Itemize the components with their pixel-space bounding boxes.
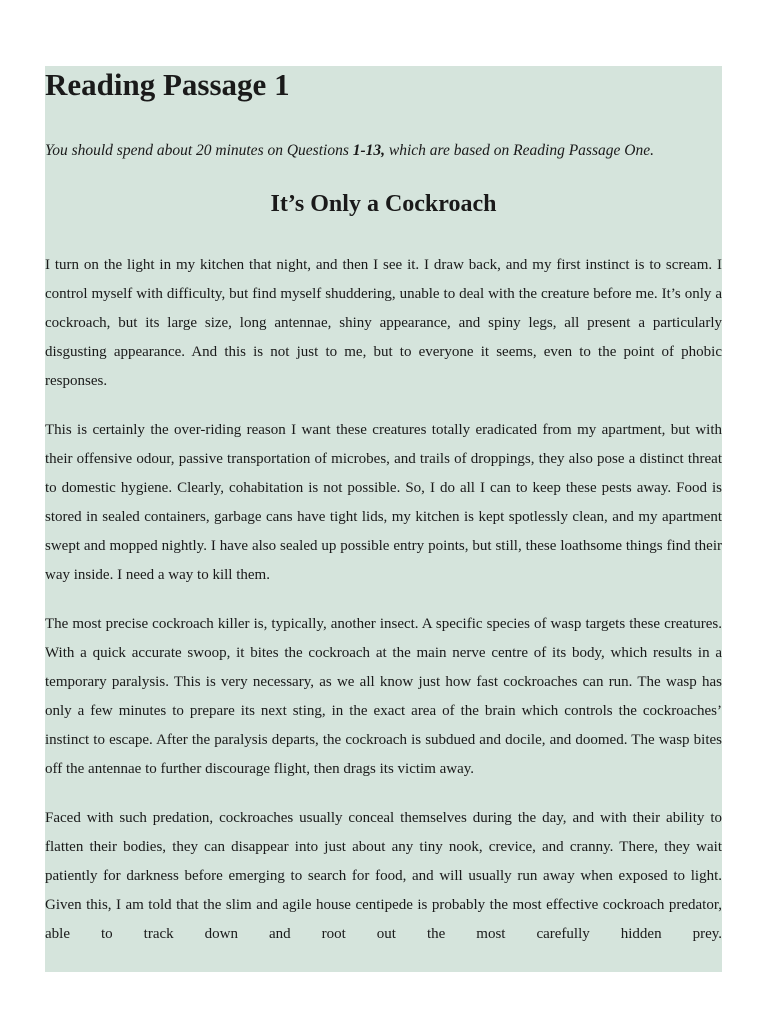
instruction-before: You should spend about 20 minutes on Questions xyxy=(45,142,353,159)
paragraph-4: Faced with such predation, cockroaches usually conceal themselves during the day, and with their ability to flatten their bodies, they can disappear into just about any tiny nook, crevice, and cranny. There, they wait patiently for darkness before emerging to search for food, and will usually run away when exposed to light. Given this, I am told that the slim and agile house centipede is probably the most effective cockroach predator, able to track down and root out the most carefully hidden prey. xyxy=(45,810,722,942)
page-title: Reading Passage 1 xyxy=(45,67,290,102)
instruction-after: which are based on Reading Passage One. xyxy=(385,142,654,159)
passage-body xyxy=(45,251,722,969)
instruction-question-range: 1-13, xyxy=(352,142,386,159)
passage-title: It’s Only a Cockroach xyxy=(270,191,497,217)
paragraph-3: The most precise cockroach killer is, typically, another insect. A specific species of wasp targets these creatures. With a quick accurate swoop, it bites the cockroach at the main nerve centre of its body, which results in a temporary paralysis. This is very necessary, as we all know just how fast cockroaches can run. The wasp has only a few minutes to prepare its next sting, in the exact area of the brain which controls the cockroaches’ instinct to escape. After the paralysis departs, the cockroach is subdued and docile, and doomed. The wasp bites off the antennae to further discourage flight, then drags its victim away. xyxy=(45,616,722,777)
paragraph-2: This is certainly the over-riding reason I want these creatures totally eradicated from my apartment, but with their offensive odour, passive transportation of microbes, and trails of droppings, they also pose a distinct threat to domestic hygiene. Clearly, cohabitation is not possible. So, I do all I can to keep these pests away. Food is stored in sealed containers, garbage cans have tight lids, my kitchen is kept spotlessly clean, and my apartment swept and mopped nightly. I have also sealed up possible entry points, but still, these loathsome things find their way inside. I need a way to kill them. xyxy=(45,422,722,583)
paragraph-1: I turn on the light in my kitchen that night, and then I see it. I draw back, and my first instinct is to scream. I control myself with difficulty, but find myself shuddering, unable to deal with the creature before me. It’s only a cockroach, but its large size, long antennae, shiny appearance, and spiny legs, all present a particularly disgusting appearance. And this is not just to me, but to everyone it seems, even to the point of phobic responses. xyxy=(45,257,722,389)
reading-passage-page xyxy=(45,66,722,972)
instruction-text xyxy=(45,141,722,161)
